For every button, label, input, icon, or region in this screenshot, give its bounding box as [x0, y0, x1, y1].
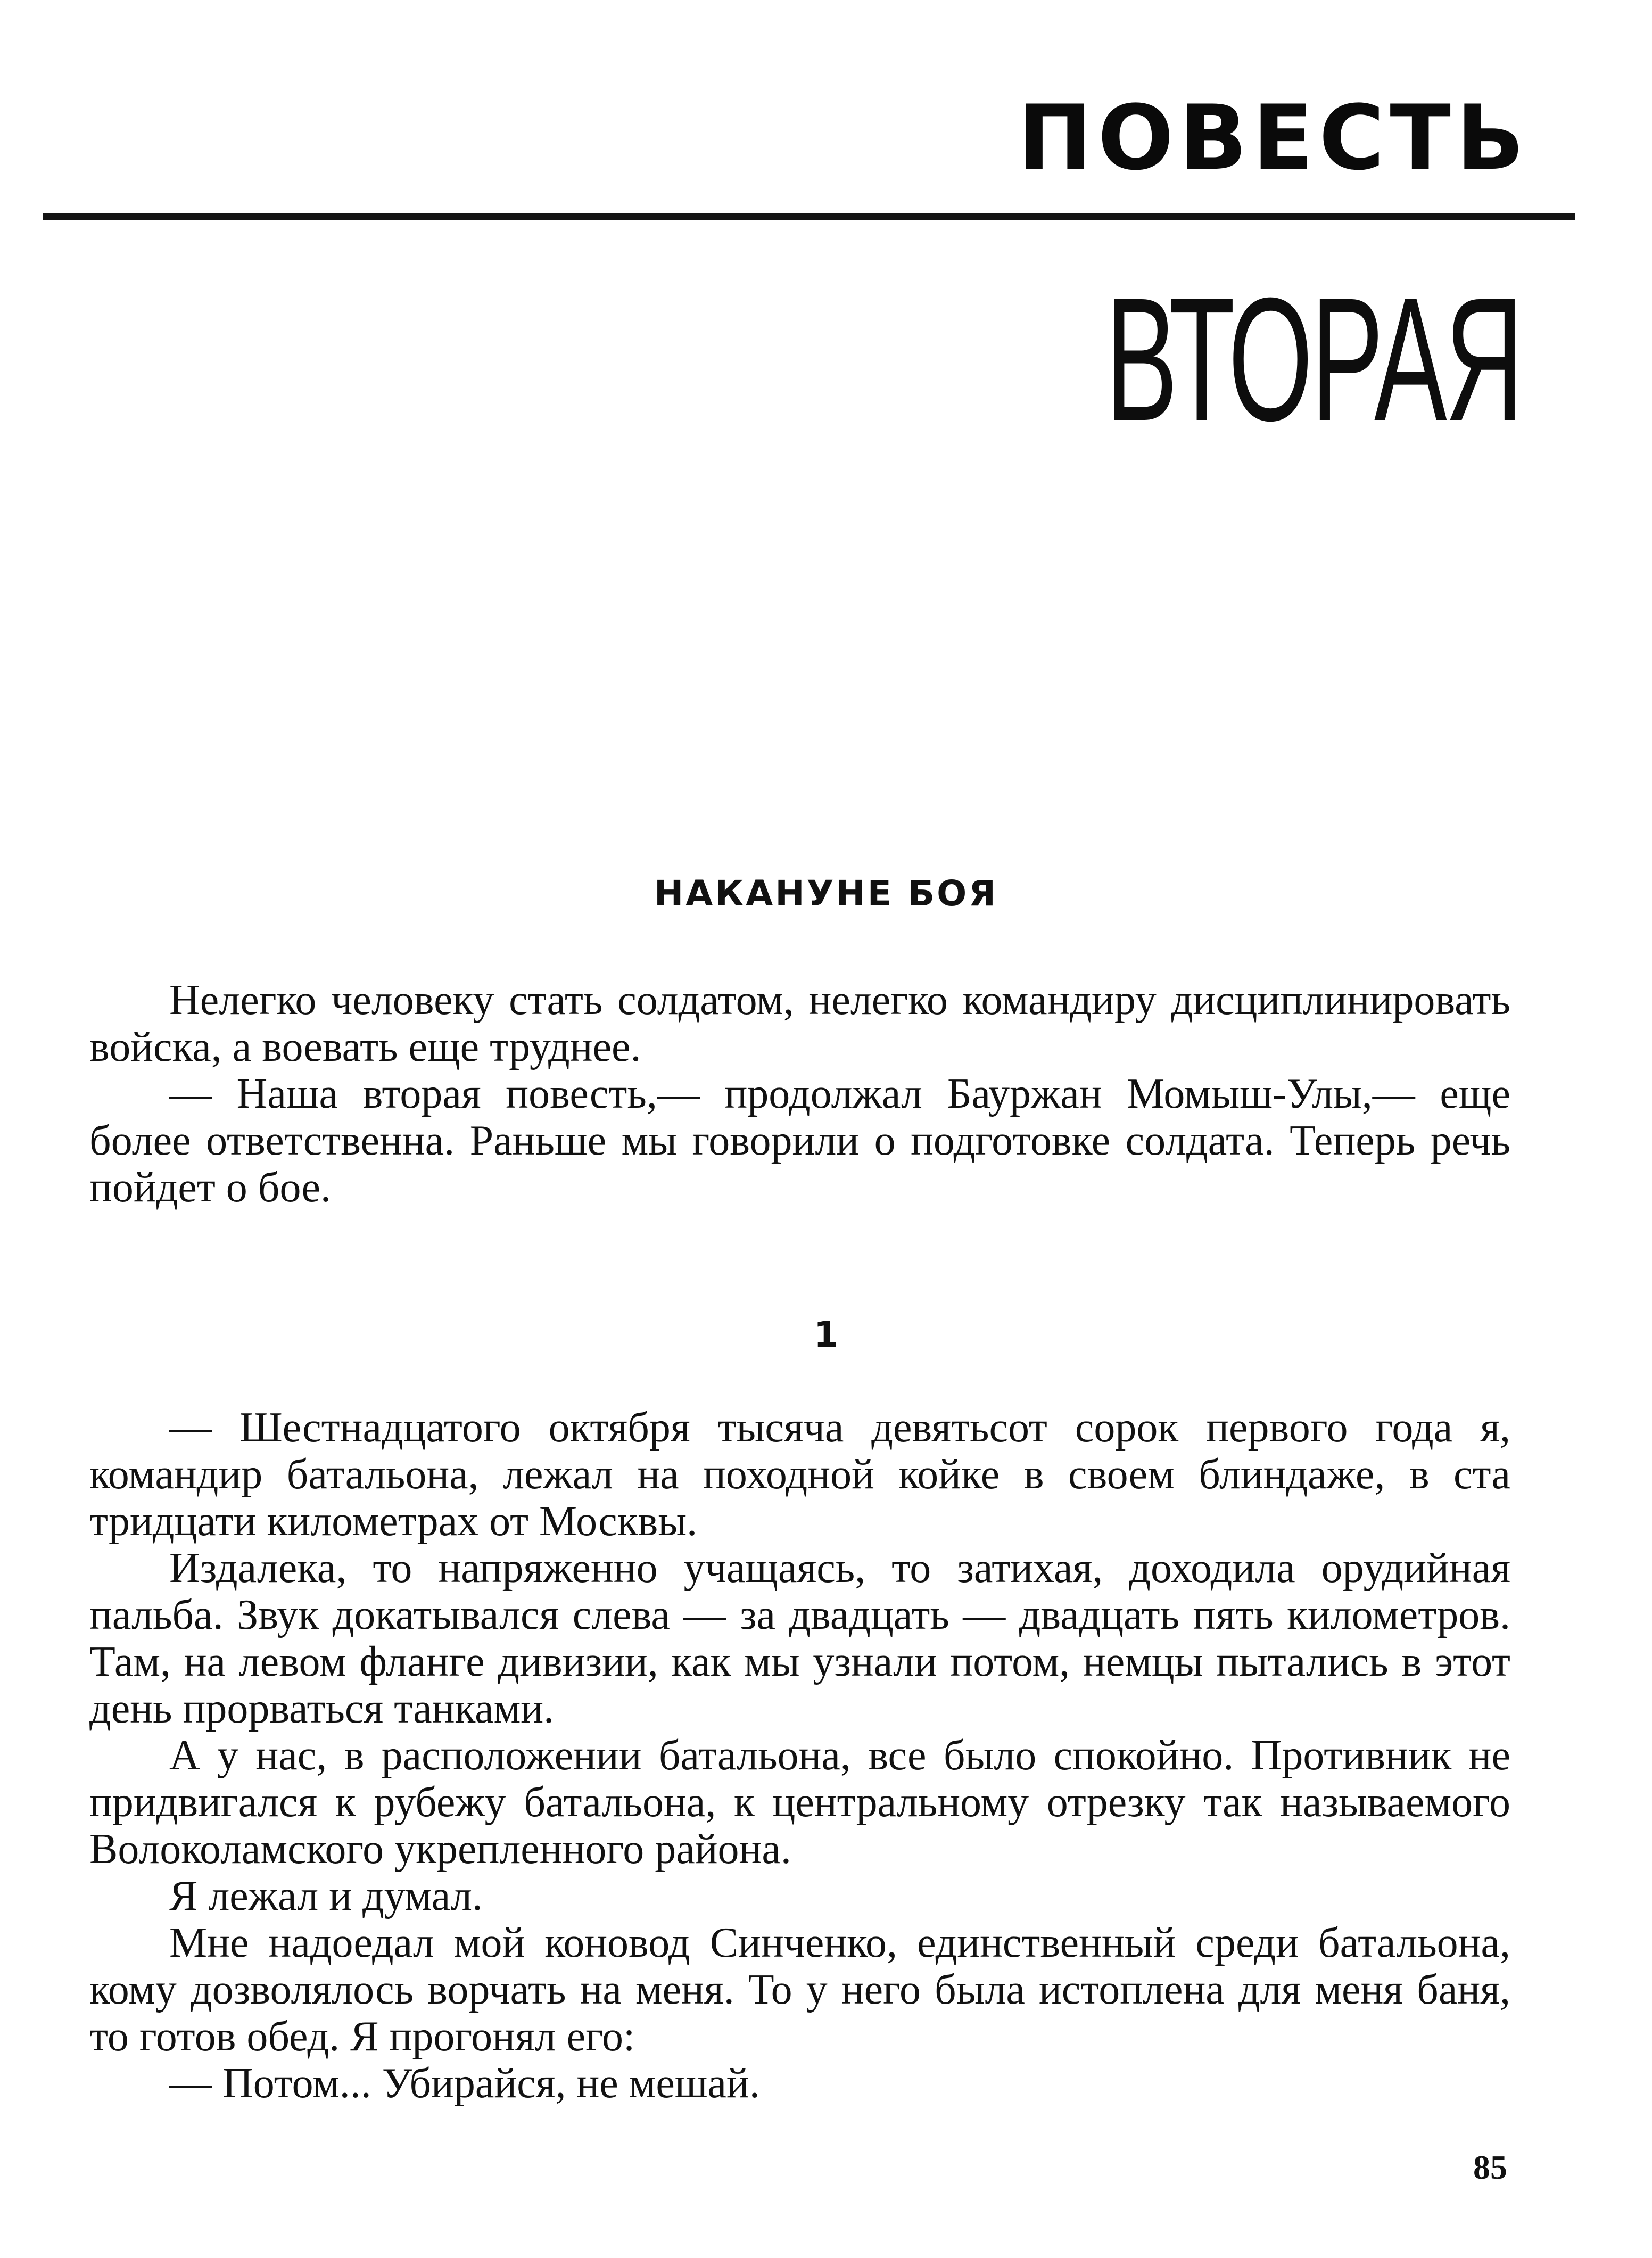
page-number: 85: [1473, 2148, 1507, 2186]
paragraph: Я лежал и думал.: [169, 1873, 483, 1919]
section-number: 1: [814, 1314, 838, 1355]
paragraph: — Шестнадцатого октября тысяча девятьсот сорок первого года я, командир батальона, лежал на походной койке в своем блиндаже, в ста тридцати километрах от Москвы.: [89, 1404, 1510, 1545]
section-heading: ПОВЕСТЬ: [1017, 86, 1530, 190]
paragraph: Мне надоедал мой коновод Синченко, единственный среди батальона, кому дозволялось ворчать на меня. То у него была истоплена для меня баня, то готов обед. Я прогонял его:: [89, 1919, 1510, 2060]
chapter-title: НАКАНУНЕ БОЯ: [654, 873, 998, 914]
body-text: [89, 1404, 1510, 2107]
paragraph: — Наша вторая повесть,— продолжал Бауржан Момыш-Улы,— еще более ответственна. Раньше мы говорили о подготовке солдата. Теперь речь пойдет о бое.: [89, 1070, 1510, 1211]
paragraph: А у нас, в расположении батальона, все было спокойно. Противник не придвигался к рубежу батальона, к центральному отрезку так называемого Волоколамского укрепленного района.: [89, 1732, 1510, 1873]
intro-text: [89, 977, 1510, 1211]
section-subtitle: ВТОРАЯ: [1105, 261, 1522, 457]
header-rule: [43, 213, 1575, 220]
paragraph: Издалека, то напряженно учащаясь, то затихая, доходила орудийная пальба. Звук докатывался слева — за двадцать — двадцать пять километров. Там, на левом фланге дивизии, как мы узнали потом, немцы пытались в этот день прорваться танками.: [89, 1545, 1510, 1732]
paragraph: — Потом... Убирайся, не мешай.: [169, 2060, 760, 2107]
paragraph: Нелегко человеку стать солдатом, нелегко командиру дисциплинировать войска, а воевать еще труднее.: [89, 977, 1510, 1070]
